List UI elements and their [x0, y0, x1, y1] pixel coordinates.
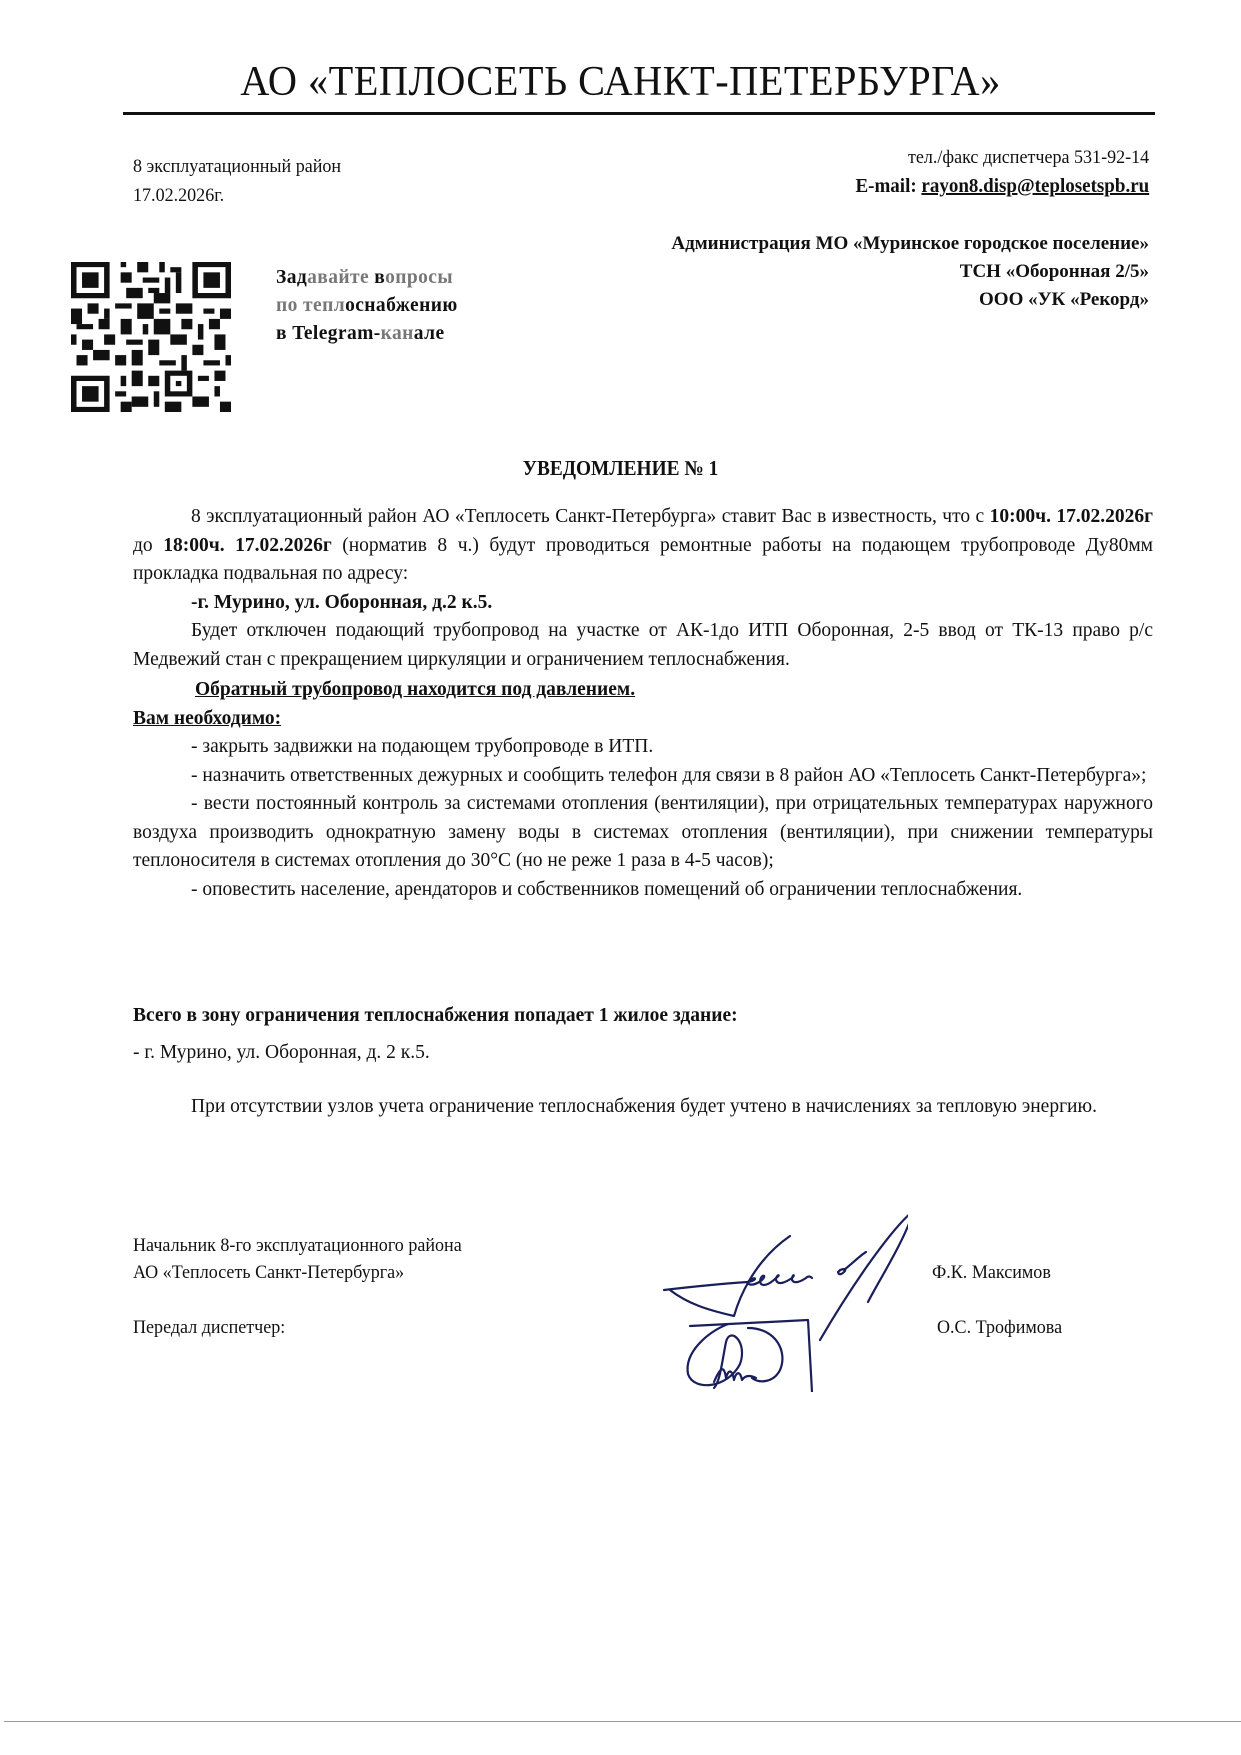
recipient: ООО «УК «Рекорд»	[979, 289, 1149, 310]
dispatcher-phone: тел./факс диспетчера 531-92-14	[907, 147, 1149, 168]
head-signature-stroke	[838, 1269, 845, 1274]
telegram-line: по теплоснабжению	[276, 295, 458, 316]
zone-section	[133, 1002, 1153, 1067]
head-name: Ф.К. Максимов	[932, 1262, 1051, 1283]
address-line: -г. Мурино, ул. Оборонная, д.2 к.5.	[191, 591, 493, 613]
qr-code-icon[interactable]	[71, 262, 231, 412]
title-divider	[123, 112, 1155, 115]
zone-building: - г. Мурино, ул. Оборонная, д. 2 к.5.	[133, 1041, 430, 1063]
start-time: 10:00ч. 17.02.2026г	[989, 506, 1153, 527]
head-signature-stroke	[664, 1275, 812, 1290]
recipients-block	[671, 230, 1149, 314]
shutdown-paragraph: Будет отключен подающий трубопровод на участке от АК-1до ИТП Оборонная, 2-5 ввод от ТК-13 право р/с Медвежий стан с прекращением циркуляции и ограничением теплоснабжения.	[133, 620, 1153, 670]
dispatcher-signature-stroke	[748, 1328, 782, 1381]
dispatcher-name: О.С. Трофимова	[937, 1317, 1063, 1338]
end-time: 18:00ч. 17.02.2026г	[163, 534, 332, 556]
district-name: 8 эксплуатационный район	[133, 156, 342, 177]
pressure-warning: Обратный трубопровод находится под давлением.	[195, 679, 636, 700]
email-link[interactable]: rayon8.disp@teplosetspb.ru	[921, 175, 1149, 197]
zone-heading: Всего в зону ограничения теплоснабжения попадает 1 жилое здание:	[133, 1005, 738, 1026]
requirement-item: - вести постоянный контроль за системами отопления (вентиляции), при отрицательных температурах наружного воздуха производить однократную замену воды в системах отопления (вентиляции), при снижении температуры теплоносителя в системах отопления до 30°С (но не реже 1 раза в 4-5 часов);	[133, 793, 1153, 871]
head-signature-stroke	[844, 1252, 866, 1270]
telegram-line: Задавайте вопросы	[276, 267, 453, 288]
signature-icon	[648, 1192, 908, 1392]
email-line	[855, 172, 1149, 200]
metering-note: При отсутствии узлов учета ограничение теплоснабжения будет учтено в начислениях за тепловую энергию.	[191, 1096, 1097, 1117]
requirement-item: - закрыть задвижки на подающем трубопроводе в ИТП.	[191, 736, 654, 757]
intro-paragraph: 8 эксплуатационный район АО «Теплосеть Санкт-Петербурга» ставит Вас в известность, что с 10:00ч. 17.02.2026г до 18:00ч. 17.02.2026г (норматив 8 ч.) будут проводиться ремонтные работы на подающем трубопроводе Ду80мм прокладка подвальная по адресу:	[133, 506, 1153, 584]
telegram-prompt	[276, 264, 458, 348]
telegram-line: в Telegram-канале	[276, 323, 445, 344]
dispatcher-label: Передал диспетчер:	[133, 1317, 286, 1338]
page-bottom-divider	[4, 1721, 1241, 1722]
head-title: Начальник 8-го эксплуатационного района АО «Теплосеть Санкт-Петербурга»	[133, 1235, 462, 1283]
sender-block	[133, 152, 341, 210]
requirement-item: - оповестить население, арендаторов и собственников помещений об ограничении теплоснабжения.	[191, 878, 1023, 900]
recipient: Администрация МО «Муринское городское поселение»	[671, 233, 1149, 254]
contact-block	[855, 144, 1149, 200]
head-signature-stroke	[820, 1210, 908, 1340]
dispatcher-signature-stroke	[690, 1320, 812, 1392]
document-date: 17.02.2026г.	[133, 185, 225, 206]
notice-title: УВЕДОМЛЕНИЕ № 1	[522, 456, 719, 480]
notice-body	[133, 503, 1153, 904]
organization-title: АО «ТЕПЛОСЕТЬ САНКТ-ПЕТЕРБУРГА»	[240, 59, 1001, 105]
requirements-heading: Вам необходимо:	[133, 707, 282, 729]
head-signature-stroke	[670, 1236, 790, 1316]
requirement-item: - назначить ответственных дежурных и сообщить телефон для связи в 8 район АО «Теплосеть Санкт-Петербурга»;	[191, 764, 1147, 786]
recipient: ТСН «Оборонная 2/5»	[959, 261, 1149, 282]
email-label: E-mail:	[855, 175, 917, 197]
